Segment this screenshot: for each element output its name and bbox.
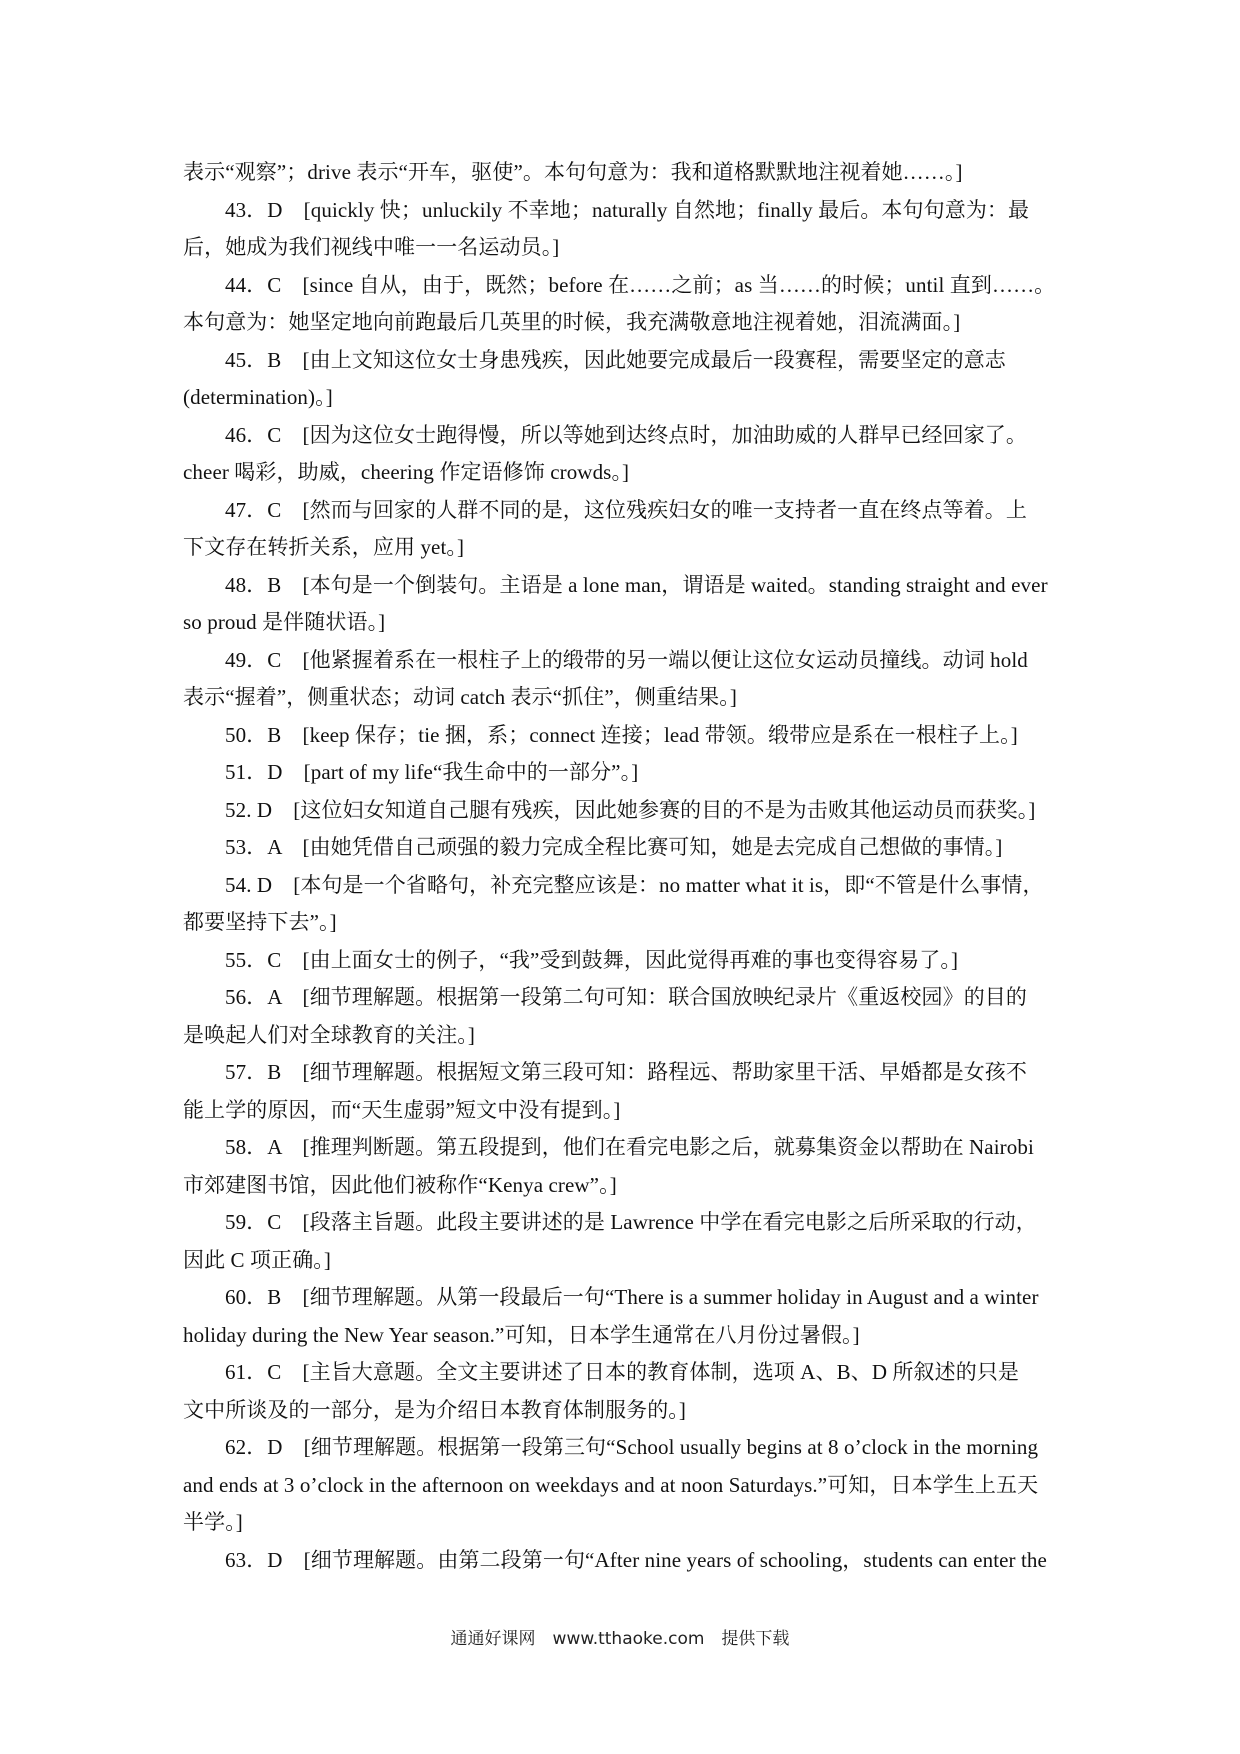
- text-line: 文中所谈及的一部分，是为介绍日本教育体制服务的。]: [183, 1397, 686, 1422]
- text-line: 因此 C 项正确。]: [183, 1247, 331, 1272]
- text-line: 49．C [他紧握着系在一根柱子上的缎带的另一端以便让这位女运动员撞线。动词 hold: [225, 647, 1028, 672]
- text-line: 表示“观察”；drive 表示“开车，驱使”。本句句意为：我和道格默默地注视着她……。]: [183, 160, 963, 184]
- text-line: 47．C [然而与回家的人群不同的是，这位残疾妇女的唯一支持者一直在终点等着。上: [225, 497, 1027, 522]
- text-line: 市郊建图书馆，因此他们被称作“Kenya crew”。]: [183, 1172, 617, 1197]
- text-line: 60．B [细节理解题。从第一段最后一句“There is a summer holiday in August and a winter: [225, 1285, 1039, 1309]
- answer-explanations: [183, 154, 1065, 1579]
- text-line: 46．C [因为这位女士跑得慢，所以等她到达终点时，加油助威的人群早已经回家了。: [225, 422, 1027, 447]
- text-line: 50．B [keep 保存；tie 捆，系；connect 连接；lead 带领。缎带应是系在一根柱子上。]: [225, 722, 1018, 747]
- text-line: 43．D [quickly 快；unluckily 不幸地；naturally 自然地；finally 最后。本句句意为：最: [225, 197, 1030, 222]
- text-line: 62．D [细节理解题。根据第一段第三句“School usually begins at 8 o’clock in the morning: [225, 1435, 1039, 1459]
- text-line: 是唤起人们对全球教育的关注。]: [183, 1022, 475, 1047]
- text-line: 表示“握着”，侧重状态；动词 catch 表示“抓住”，侧重结果。]: [183, 685, 737, 709]
- text-line: 59．C [段落主旨题。此段主要讲述的是 Lawrence 中学在看完电影之后所采取的行动，: [225, 1210, 1037, 1234]
- text-line: 后，她成为我们视线中唯一一名运动员。]: [183, 235, 560, 259]
- text-line: 52. D [这位妇女知道自己腿有残疾，因此她参赛的目的不是为击败其他运动员而获奖。]: [225, 797, 1036, 822]
- text-line: 51．D [part of my life“我生命中的一部分”。]: [225, 760, 639, 784]
- page-footer: 通通好课网 www.tthaoke.com 提供下载: [450, 1629, 790, 1649]
- text-line: 58．A [推理判断题。第五段提到，他们在看完电影之后，就募集资金以帮助在 Nairobi: [225, 1135, 1034, 1159]
- text-line: 55．C [由上面女士的例子，“我”受到鼓舞，因此觉得再难的事也变得容易了。]: [225, 947, 959, 972]
- text-line: 都要坚持下去”。]: [183, 910, 337, 934]
- text-line: 45．B [由上文知这位女士身患残疾，因此她要完成最后一段赛程，需要坚定的意志: [225, 347, 1006, 372]
- text-line: (determination)。]: [183, 385, 333, 409]
- text-line: 48．B [本句是一个倒装句。主语是 a lone man，谓语是 waited。standing straight and ever: [225, 572, 1048, 597]
- text-line: 53．A [由她凭借自己顽强的毅力完成全程比赛可知，她是去完成自己想做的事情。]: [225, 835, 1003, 859]
- text-line: cheer 喝彩，助威，cheering 作定语修饰 crowds。]: [183, 460, 630, 484]
- text-line: 下文存在转折关系，应用 yet。]: [183, 535, 465, 559]
- text-line: 63．D [细节理解题。由第二段第一句“After nine years of schooling，students can enter the: [225, 1547, 1047, 1572]
- text-line: 能上学的原因，而“天生虚弱”短文中没有提到。]: [183, 1097, 621, 1122]
- text-line: 本句意为：她坚定地向前跑最后几英里的时候，我充满敬意地注视着她，泪流满面。]: [183, 310, 961, 334]
- text-line: 54. D [本句是一个省略句，补充完整应该是：no matter what it is，即“不管是什么事情，: [225, 872, 1044, 897]
- text-line: 半学。]: [183, 1510, 243, 1534]
- text-line: 57．B [细节理解题。根据短文第三段可知：路程远、帮助家里干活、早婚都是女孩不: [225, 1060, 1027, 1084]
- text-line: 44．C [since 自从，由于，既然；before 在……之前；as 当……的时候；until 直到……。: [225, 272, 1056, 297]
- text-line: 56．A [细节理解题。根据第一段第二句可知：联合国放映纪录片《重返校园》的目的: [225, 985, 1027, 1009]
- text-line: holiday during the New Year season.”可知，日本学生通常在八月份过暑假。]: [183, 1322, 860, 1347]
- text-line: so proud 是伴随状语。]: [183, 610, 386, 634]
- text-line: and ends at 3 o’clock in the afternoon on weekdays and at noon Saturdays.”可知，日本学生上五天: [183, 1472, 1039, 1497]
- text-line: 61．C [主旨大意题。全文主要讲述了日本的教育体制，选项 A、B、D 所叙述的只是: [225, 1360, 1020, 1384]
